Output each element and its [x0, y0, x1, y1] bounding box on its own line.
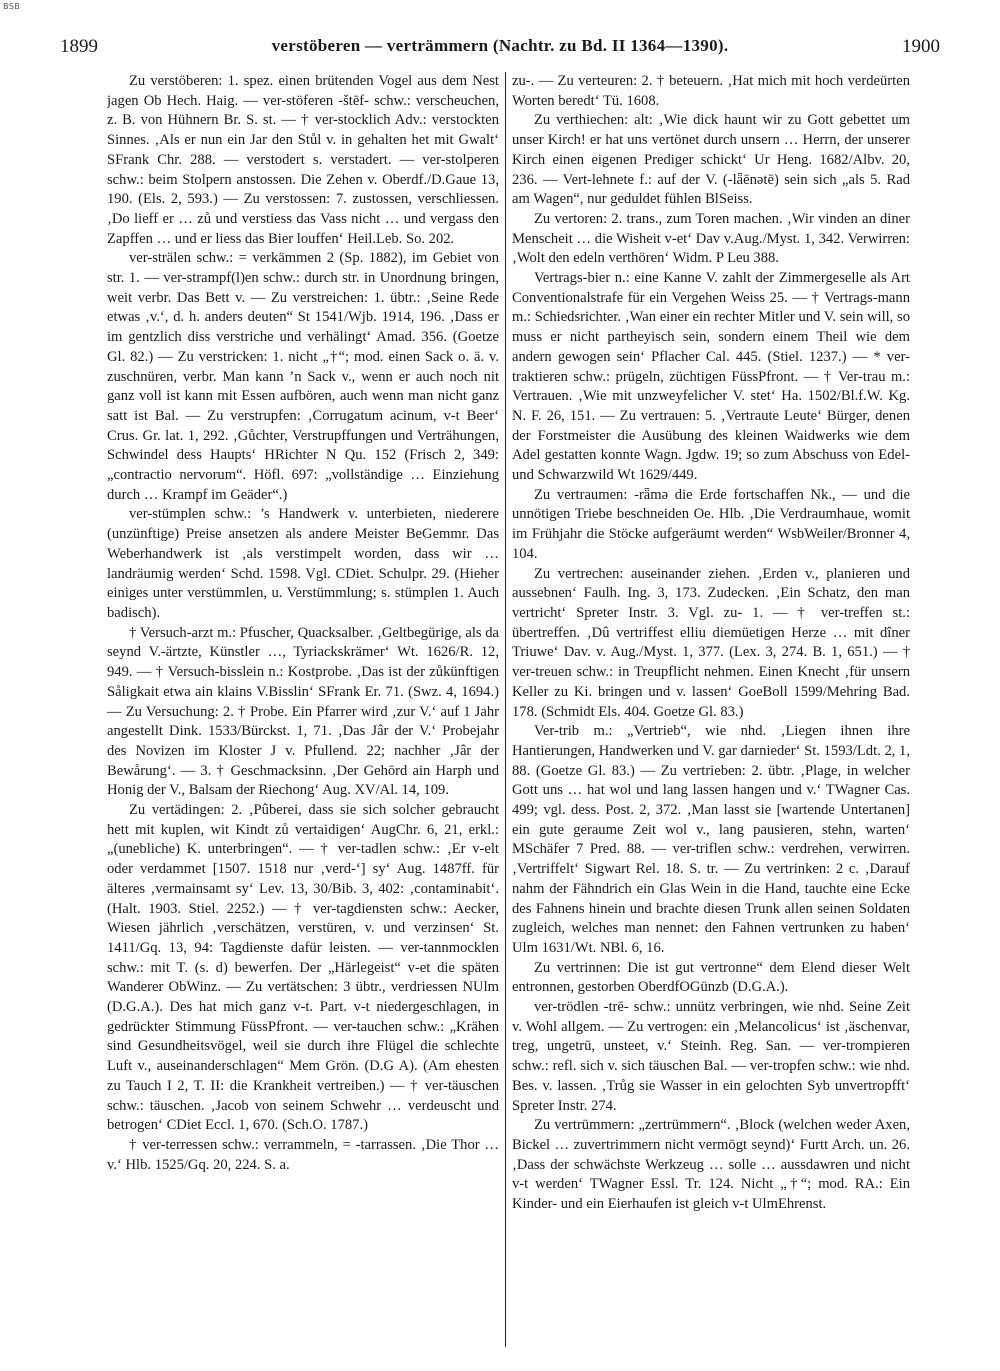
- entry-vertrinnen: Zu vertrinnen: Die ist gut vertronne“ dem Elend dieser Welt entronnen, gestorben OberdfOGünzb (D.G.A.).: [512, 959, 910, 996]
- entry-verthiechen: Zu verthiechen: alt: ‚Wie dick haunt wir zu Gott gebettet um unser Kirch! er hat uns vertönet durch unsern … Herrn, der unserer Kirch einen eigenen Prediger schickt‘ Ur Heng. 1682/Albv. 20, 236. — Vert-lehnete f.: auf der V. (-lǟēnətē) sein sich „als 5. Rad am Wagen“, nur geduldet fühlen BlSeiss.: [512, 112, 910, 208]
- page-number-left: 1899: [60, 36, 98, 57]
- library-stamp: BSB: [3, 2, 21, 11]
- right-column: [512, 72, 910, 1362]
- running-title: verstöberen — verträmmern (Nachtr. zu Bd. II 1364—1390).: [271, 36, 729, 55]
- left-column: [107, 72, 499, 1362]
- entry-ver-trib: Ver-trib m.: „Vertrieb“, wie nhd. ‚Liegen ihnen ihre Hantierungen, Handwerken und V. gar darnieder‘ St. 1593/Ldt. 2, 1, 88. (Goetze Gl. 83.) — Zu vertrieben: 2. übtr. ‚Plage, in welcher Gott uns … hat wol und lang lassen hangen und v.‘ TWagner Cas. 499; vgl. dess. Post. 2, 372. ‚Man lasst sie [wartende Untertanen] ein gute geraume Zeit wol v., lang pausieren, stehn, warten‘ MSchäfer 7 Pred. 88. — ver-triflen schw.: verdrehen, verwirren. ‚Vertriffelt‘ Sigwart Rel. 18. S. tr. — Zu vertrinken: 2 c. ‚Darauf nahm der Fähndrich ein Glas Wein in die Hand, tauchte eine Ecke des Fahnens hinein und brachte diesen Trunk allen seinen Soldaten zugleich, welches man nennet: den Fahnen vertrunken zu haben‘ Ulm 1631/Wt. NBl. 6, 16.: [512, 723, 910, 956]
- page-header: [60, 36, 940, 62]
- entry-vertaedingen: Zu vertädingen: 2. ‚Pûberei, dass sie sich solcher gebraucht hett mit kuplen, wit Kindt zů vertaidigen‘ AugChr. 6, 21, erkl.: „(unebliche) K. unterbringen“. — † ver-tadlen schw.: ‚Er v-elt oder verdammet [1507. 1518 nur ‚verd-‘] sy‘ Aug. 1487ff. für älteres ‚vermainsamt sy‘ Lev. 13, 30/Bib. 3, 402: ‚contaminabit‘. (Halt. 1903. Stiel. 2252.) — † ver-tagdiensten schw.: Aecker, Wiesen jährlich ‚verschätzen, verstüren, v. und verzinsen‘ St. 1411/Gq. 13, 94: Tagdienste dafür leisten. — ver-tannmocklen schw.: mit T. (s. d) bewerfen. Der „Härlegeist“ v-et die späten Wanderer ObWinz. — Zu vertätschen: 3 übtr., verdriessen NUlm (D.G.A.). Des hat mich ganz v-t. Part. v-t niedergeschlagen, in gedrückter Stimmung FüssPfront. — ver-tauchen schw.: „Krähen sind Gesundheitsvögel, weil sie durch ihre Flügel die schlechte Luft v., auseinanderschlagen“ Mem Grön. (D.G A). (Am ehesten zu Tauch I 2, T. II: die Krankheit vertreiben.) — † ver-täuschen schw.: täuschen. ‚Jacob von seinem Schwehr … verdeuscht und betrogen‘ CDiet Eccl. 1, 670. (Sch.O. 1787.): [107, 802, 499, 1134]
- entry-vertruemmern: Zu vertrümmern: „zertrümmern“. ‚Block (welchen weder Axen, Bickel … zuvertrimmern nicht vermōgt seynd)‘ Furtt Arch. un. 26. ‚Dass der schwächste Werkzeug … solle … aussdawren und nicht v-t werden‘ TWagner Essl. Tr. 124. Nicht „†“; mod. RA.: Ein Kinder- und ein Eierhaufen ist gleich v-t UlmEhrenst.: [512, 1117, 910, 1213]
- page-number-right: 1900: [902, 36, 940, 57]
- entry-vertrechen: Zu vertrechen: auseinander ziehen. ‚Erden v., planieren und aussebnen‘ Faulh. Ing. 3, 173. Zudecken. ‚Ein Schatz, den man vertricht‘ Spreter Instr. 3. Vgl. zu- 1. — † ver-treffen st.: übertreffen. ‚Dû vertriffest elliu diemüetigen Herze … mit dîner Triuwe‘ Dav. v. Aug./Myst. 1, 377. (Lex. 3, 274. B. 1, 651.) — † ver-treuen schw.: in Treupflicht nehmen. Einen Knecht ‚für unsern Keller zu Ki. bringen und v. lassen‘ GoeBoll 1599/Mehring Bad. 178. (Schmidt Els. 404. Goetze Gl. 83.): [512, 565, 910, 720]
- entry-ver-straelen: ver-strälen schw.: = verkämmen 2 (Sp. 1882), im Gebiet von str. 1. — ver-strampf(l)en schw.: durch str. in Unordnung bringen, weit verbr. Das Bett v. — Zu verstreichen: 1. übtr.: ‚Seine Rede etwas ‚v.‘, d. h. anders deuten“ St 1541/Wjb. 1914, 196. ‚Dass er im gentzlich diss verstriche und verhälingt‘ Amad. 356. (Goetze Gl. 82.) — Zu verstricken: 1. nicht „†“; mod. einen Sack o. ä. v. zuschnüren, verbr. Man kann ’n Sack v., wenn er auch noch nit ganz voll ist kann mit Essen aufbören, auch wenn man nicht ganz satt ist Bal. — Zu verstrupfen: ‚Corrugatum acinum, v-t Beer‘ Crus. Gr. lat. 1, 292. ‚Gůchter, Verstrupffungen und Verträhungen, Schwindel dess Haupts‘ HRichter N Qu. 152 (Frisch 2, 349: „contractio nervorum“. Höfl. 697: „vollständige … Einziehung durch … Krampf im Geäder“.): [107, 250, 499, 503]
- entry-verteuren: zu-. — Zu verteuren: 2. † beteuern. ‚Hat mich mit hoch verdeürten Worten beredt‘ Tü. 1608.: [512, 73, 910, 109]
- entry-versuch-arzt: † Versuch-arzt m.: Pfuscher, Quacksalber. ‚Geltbegürige, als da seynd V.-ärtzte, Künstler …, Tyriackskrämer‘ Wt. 1626/R. 12, 949. — † Versuch-bisslein n.: Kostprobe. ‚Das ist der zůkünftigen Såligkait etwa ain klains V.Bisslin‘ SFrank Er. 71. (Swz. 4, 1694.) — Zu Versuchung: 2. † Probe. Ein Pfarrer wird ‚zur V.‘ auf 1 Jahr angestellt Dink. 1533/Bürckst. 1, 71. ‚Das Jâr der V.‘ Probejahr des Novizen im Kloster J v. Pfullend. 22; nachher ‚Jâr der Bewårung‘. — 3. † Geschmacksinn. ‚Der Gehōrd ain Harph und Honig der V., Balsam der Riechong‘ Aug. XV/Al. 14, 109.: [107, 624, 499, 799]
- entry-vertrags-bier: Vertrags-bier n.: eine Kanne V. zahlt der Zimmergeselle als Art Conventionalstrafe für ein Vergehen Weiss 25. — † Vertrags-mann m.: Schiedsrichter. ‚Wan einer ein rechter Mitler und V. sein will, so muss er nicht partheyisch sein, sondern einem Theil wie dem andern gewogen sein‘ Pflacher Cal. 445. (Stiel. 1237.) — * ver-traktieren schw.: prügeln, züchtigen FüssPfront. — † Ver-trau m.: Vertrauen. ‚Wie mit unzweyfelicher V. stet‘ Ha. 1502/Bl.f.W. Kg. N. F. 26, 151. — Zu vertrauen: 5. ‚Vertraute Leute‘ Bürger, denen der Forstmeister die Ausübung des kleinen Waidwerks wie dem Adel gestatten konnte Wagn. Jgdw. 19; so zum Abschuss von Edel- und Schwarzwild Wt 1629/449.: [512, 270, 910, 484]
- entry-ver-terressen: † ver-terressen schw.: verrammeln, = -tarrassen. ‚Die Thor … v.‘ Hlb. 1525/Gq. 20, 224. S. a.: [107, 1136, 499, 1173]
- entry-verstoeberen: Zu verstöberen: 1. spez. einen brütenden Vogel aus dem Nest jagen Ob Hech. Haig. — ver-stöferen -štēf- schw.: verscheuchen, z. B. von Hühnern Br. S. st. — † ver-stocklich Adv.: verstockten Sinnes. ‚Als er nun ein Jar den Stůl v. in gehalten het mit Gwalt‘ SFrank Chr. 288. — verstodert s. verstadert. — ver-stolperen schw.: beim Stolpern anstossen. Die Zehen v. Oberdf./D.Gaue 13, 190. (Els. 2, 593.) — Zu verstossen: 7. zustossen, verschliessen. ‚Do lieff er … zů und verstiess das Vass nicht … und vergass den Zapffen … und er liess das Bier louffen‘ Heil.Leb. So. 202.: [107, 73, 499, 247]
- entry-vertraumen: Zu vertraumen: -rǟmə die Erde fortschaffen Nk., — und die unnötigen Triebe beschneiden Oe. Hlb. ‚Die Verdraumhaue, womit im Frühjahr die Stöcke aufgeräumt werden“ WsbWeiler/Bronner 4, 104.: [512, 486, 910, 562]
- entry-ver-stuemplen: ver-stümplen schw.: ’s Handwerk v. unterbieten, niederere (unzünftige) Preise ansetzen als andere Meister BeGemmr. Das Weberhandwerk ist ‚als verstimpelt worden, dass wir … landräumig werden‘ Schd. 1598. Vgl. CDiet. Schulpr. 29. (Hieher einiges unter verstümmlen, u. Verstümmlung; s. stümplen 1. Auch badisch).: [107, 506, 499, 621]
- entry-ver-troedlen: ver-trödlen -trē- schw.: unnütz verbringen, wie nhd. Seine Zeit v. Wohl allgem. — Zu vertrogen: ein ‚Melancolicus‘ ist ‚äschenvar, treg, ungetrū, unsteet, v.‘ Steinh. Reg. San. — ver-trompieren schw.: refl. sich v. sich täuschen Bal. — ver-tropfen schw.: wie nhd. Bes. v. lassen. ‚Trůg sie Wasser in ein gelochten Syb unvertropfft‘ Spreter Instr. 274.: [512, 999, 910, 1114]
- entry-vertoren: Zu vertoren: 2. trans., zum Toren machen. ‚Wir vinden an diner Menscheit … die Wisheit v-et‘ Dav v.Aug./Myst. 1, 342. Verwirren: ‚Wolt den edeln verthören‘ Widm. P Leu 388.: [512, 210, 910, 267]
- column-divider: [505, 72, 506, 1347]
